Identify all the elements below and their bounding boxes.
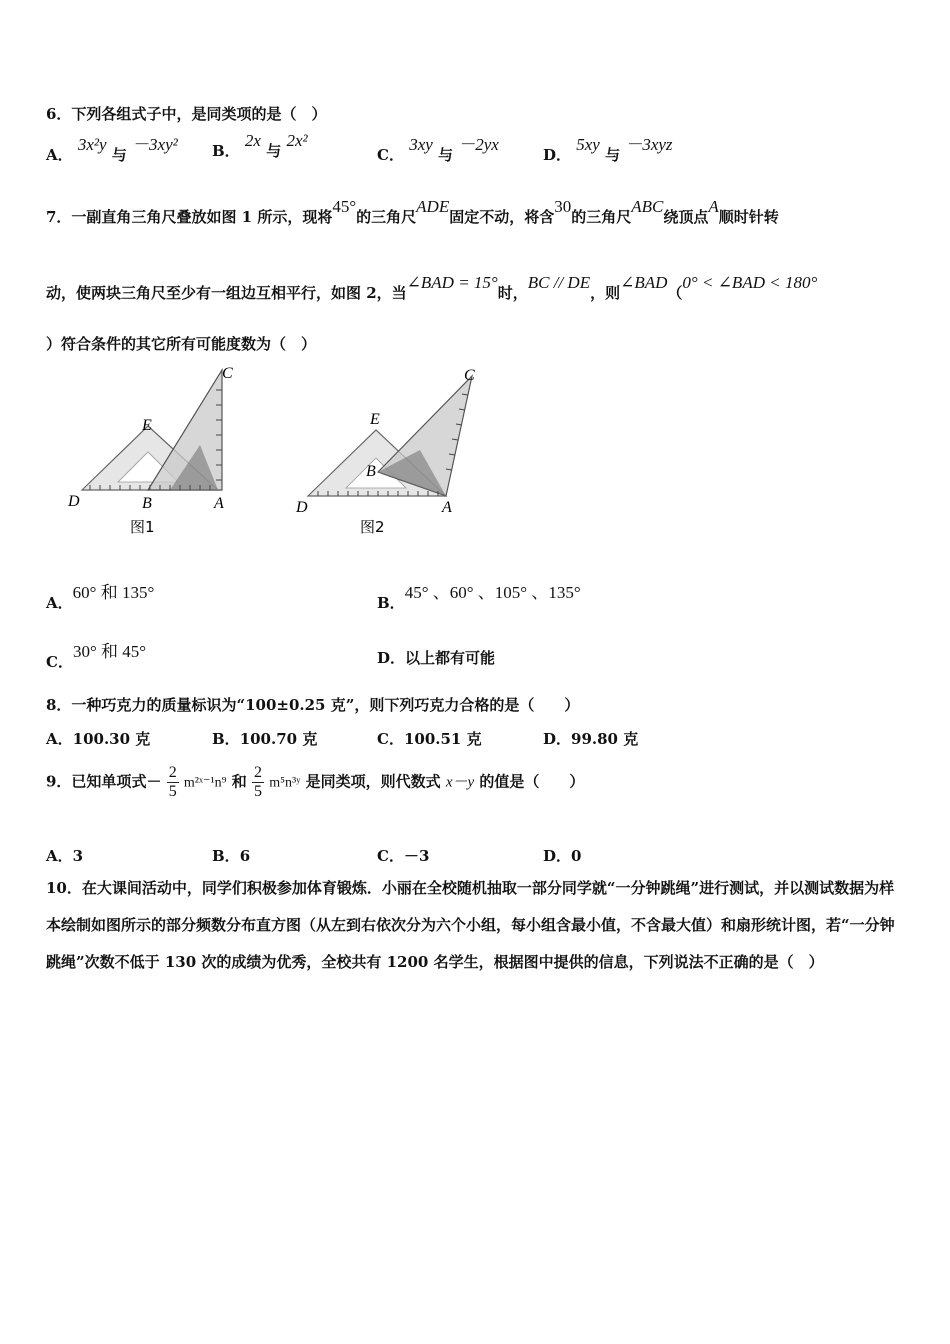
label-d: D (68, 493, 80, 510)
figure-1-caption: 图1 (130, 518, 155, 536)
conj: 与 (438, 146, 454, 164)
q9-option-a: A．3 (46, 847, 84, 865)
label-c: C (222, 365, 233, 382)
label-b: B (142, 495, 152, 512)
q8-option-a: A．100.30 克 (46, 730, 151, 748)
conj: 与 (266, 142, 282, 160)
q8-option-d: D．99.80 克 (543, 730, 639, 748)
conj: 与 (605, 146, 621, 164)
q8-option-b: B．100.70 克 (212, 730, 318, 748)
label-e: E (142, 417, 152, 434)
q10-text: 10．在大课间活动中，同学们积极参加体育锻炼．小丽在全校随机抽取一部分同学就“一分钟跳绳”进行测试，并以测试数据为样本绘制如图所示的部分频数分布直方图（从左到右依次分为六个小组，每小组含最小值，不含最大值）和扇形统计图，若“一分钟跳绳”次数不低于 130 次的成绩为优秀，全校共有 1200 名学生，根据图中提供的信息，下列说法不正确的是（ ） (46, 879, 895, 971)
fraction: $\frac{2}{5}$ (168, 764, 177, 800)
option-letter: B． (212, 142, 240, 160)
label-a: A (214, 495, 224, 512)
q7-line3: ）符合条件的其它所有可能度数为（ ） (46, 335, 317, 353)
q7-option-d: D．以上都有可能 (377, 649, 496, 667)
q7-option-a: A．60° 和 135° (46, 583, 155, 612)
q7-line2: 动，使两块三角尺至少有一组边互相平行，如图 2，当∠BAD = 15°时，BC // DE，则∠BAD（0° < ∠BAD < 180° (46, 273, 818, 302)
math-expr: －2yx (458, 135, 499, 154)
q7-line1: 7．一副直角三角尺叠放如图 1 所示，现将45°的三角尺ADE固定不动，将含30的三角尺ABC绕顶点A顺时针转 (46, 197, 779, 226)
q9-option-b: B．6 (212, 847, 251, 865)
math-expr: －3xyz (625, 135, 673, 154)
q9-stem: 9．已知单项式－ $\frac{2}{5}$ m²ˣ⁻¹n⁹ 和 $\frac{2}{5}$ m⁵n³ʸ 是同类项，则代数式 x－y 的值是（ ） (46, 764, 585, 800)
q8-option-c: C．100.51 克 (377, 730, 482, 748)
label-c: C (464, 367, 475, 384)
q6-option-b (212, 131, 308, 161)
math-expr: 2x² (286, 131, 308, 150)
label-d: D (296, 499, 308, 516)
q6-option-d (543, 135, 673, 165)
figure-2-caption: 图2 (360, 518, 385, 536)
option-letter: A． (46, 146, 73, 164)
option-letter: C． (377, 146, 404, 164)
q6-stem: 6．下列各组式子中，是同类项的是（ ） (46, 105, 327, 123)
label-b: B (366, 463, 376, 480)
q9-option-c: C．－3 (377, 847, 430, 865)
math-expr: 3xy (409, 135, 433, 154)
conj: 与 (111, 146, 127, 164)
fraction: $\frac{2}{5}$ (254, 764, 263, 800)
q9-option-d: D．0 (543, 847, 582, 865)
q6-option-c (377, 135, 499, 165)
q7-option-c: C．30° 和 45° (46, 642, 147, 671)
math-expr: －3xy² (132, 135, 178, 154)
figure-2 (295, 367, 475, 536)
figure-1 (67, 365, 233, 536)
q8-stem: 8．一种巧克力的质量标识为“100±0.25 克”，则下列巧克力合格的是（ ） (46, 696, 580, 714)
math-expr: 3x²y (77, 135, 107, 154)
label-a: A (442, 499, 452, 516)
q7-figures (60, 360, 520, 540)
q7-option-b: B．45° 、60° 、105° 、135° (377, 583, 581, 612)
math-expr: 2x (244, 131, 261, 150)
q6-option-a (46, 135, 178, 165)
option-letter: D． (543, 146, 572, 164)
math-expr: 5xy (576, 135, 600, 154)
label-e: E (370, 411, 380, 428)
